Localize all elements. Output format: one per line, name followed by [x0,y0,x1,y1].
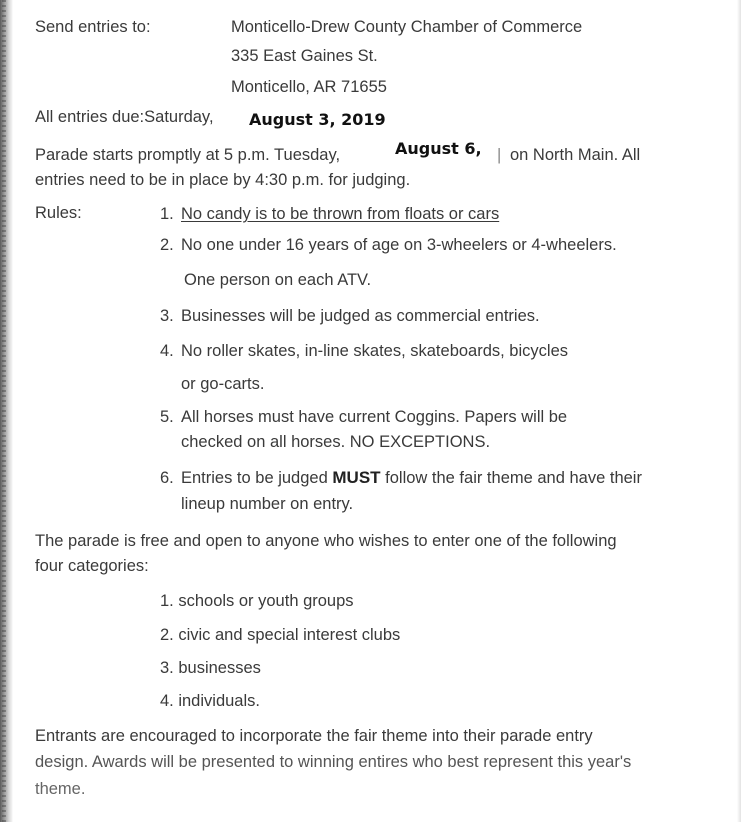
rules-label: Rules: [35,204,82,222]
rule-3-number: 3. [160,307,174,325]
rule-5-line-1: All horses must have current Coggins. Papers will be [181,408,568,426]
due-prefix: All entries due:Saturday, [35,108,214,126]
send-label: Send entries to: [35,18,151,36]
rule-5-line-2: checked on all horses. NO EXCEPTIONS. [181,433,491,451]
category-2: 2. civic and special interest clubs [160,626,401,644]
category-4: 4. individuals. [160,692,260,710]
rule-2-line-2: One person on each ATV. [184,271,372,289]
rule-6-post: follow the fair theme and have their [385,469,642,487]
category-3: 3. businesses [160,659,261,677]
closing-line-2: design. Awards will be presented to winning entires who best represent this year's [35,753,632,771]
rule-4-number: 4. [160,342,174,360]
address-line-2: 335 East Gaines St. [231,47,378,65]
parade-prefix: Parade starts promptly at 5 p.m. Tuesday, [35,146,341,164]
rule-1-text: No candy is to be thrown from floats or cars [181,205,500,223]
rule-6-line-1 [181,468,642,488]
rule-6-number: 6. [160,469,174,487]
rule-5-number: 5. [160,408,174,426]
address-line-3: Monticello, AR 71655 [231,78,387,96]
scan-edge [0,0,13,822]
closing-line-3: theme. [35,780,86,798]
rule-3-text: Businesses will be judged as commercial entries. [181,307,540,325]
parade-date: August 6, [395,139,482,158]
intro-line-2: four categories: [35,557,149,575]
rule-4-line-2: or go-carts. [181,375,265,393]
rule-2-number: 2. [160,236,174,254]
address-line-1: Monticello-Drew County Chamber of Commerce [231,18,583,36]
due-date: August 3, 2019 [249,110,386,129]
rule-6-pre: Entries to be judged [181,469,328,487]
closing-line-1: Entrants are encouraged to incorporate the fair theme into their parade entry [35,727,593,745]
rule-4-line-1: No roller skates, in-line skates, skateboards, bicycles [181,342,568,360]
parade-suffix: on North Main. All [510,146,641,164]
rule-1-number: 1. [160,205,174,223]
page-edge [737,0,741,822]
parade-line-2: entries need to be in place by 4:30 p.m. for judging. [35,171,411,189]
intro-line-1: The parade is free and open to anyone who wishes to enter one of the following [35,532,617,550]
rule-6-line-2: lineup number on entry. [181,495,354,513]
rule-2-line-1: No one under 16 years of age on 3-wheelers or 4-wheelers. [181,236,617,254]
rule-6-must: MUST [332,468,381,487]
category-1: 1. schools or youth groups [160,592,354,610]
scan-mark: | [497,146,502,164]
